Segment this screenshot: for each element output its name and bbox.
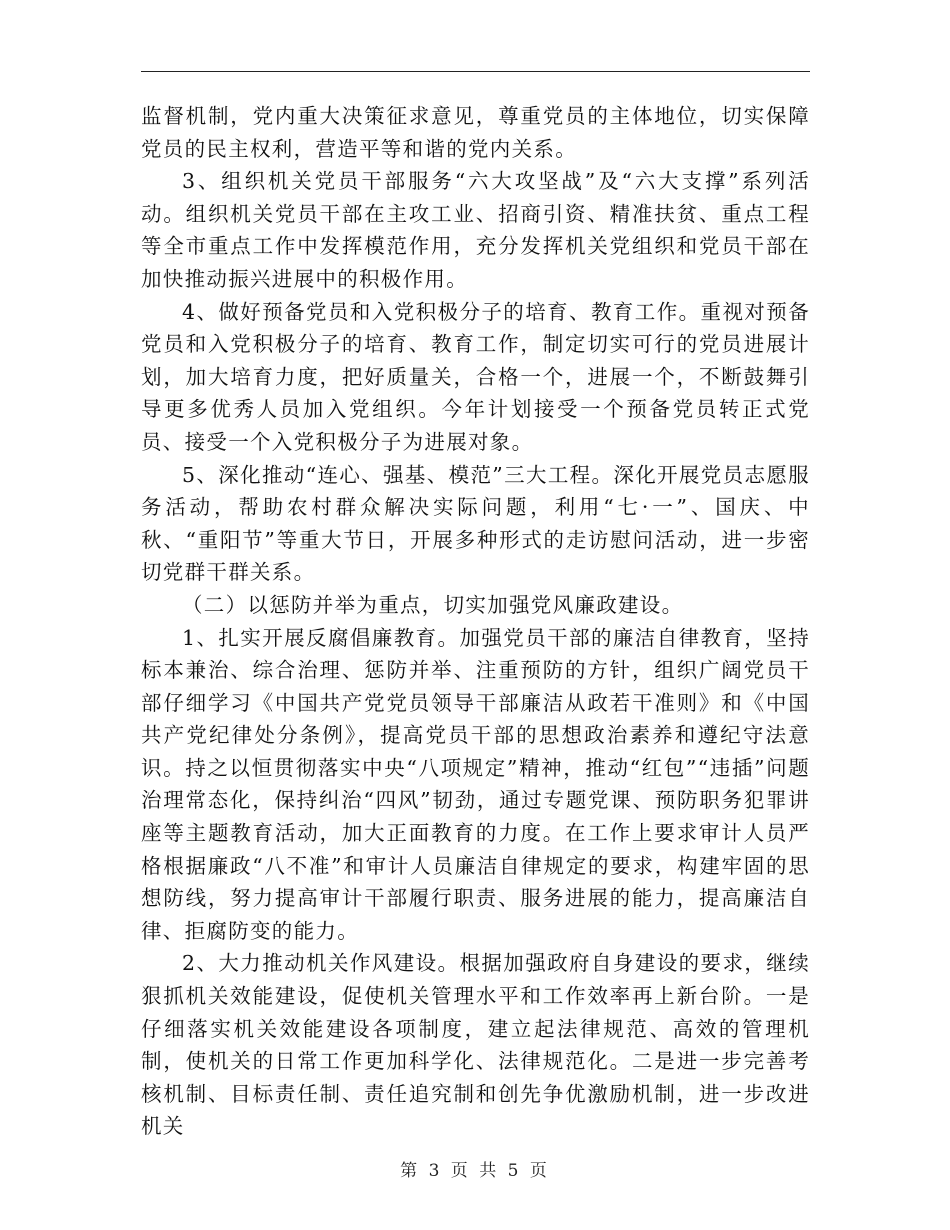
paragraph-continuation: 监督机制，党内重大决策征求意见，尊重党员的主体地位，切实保障党员的民主权利，营造平等和谐的党内关系。 xyxy=(141,104,810,161)
header-rule xyxy=(141,71,810,72)
section-heading: （二）以惩防并举为重点，切实加强党风廉政建设。 xyxy=(182,592,684,617)
paragraph-item-2: 2、大力推动机关作风建设。根据加强政府自身建设的要求，继续狠抓机关效能建设，促使机关管理水平和工作效率再上新台阶。一是仔细落实机关效能建设各项制度，建立起法律规范、高效的管理机制，使机关的日常工作更加科学化、法律规范化。二是进一步完善考核机制、目标责任制、责任追究制和创先争优激励机制，进一步改进机关 xyxy=(141,951,810,1139)
document-body xyxy=(141,100,810,1143)
paragraph-item-1: 1、扎实开展反腐倡廉教育。加强党员干部的廉洁自律教育，坚持标本兼治、综合治理、惩防并举、注重预防的方针，组织广阔党员干部仔细学习《中国共产党党员领导干部廉洁从政若干准则》和《中国共产党纪律处分条例》，提高党员干部的思想政治素养和遵纪守法意识。持之以恒贯彻落实中央“八项规定”精神，推动“红包”“违插”问题治理常态化，保持纠治“四风”韧劲，通过专题党课、预防职务犯罪讲座等主题教育活动，加大正面教育的力度。在工作上要求审计人员严格根据廉政“八不准”和审计人员廉洁自律规定的要求，构建牢固的思想防线，努力提高审计干部履行职责、服务进展的能力，提高廉洁自律、拒腐防变的能力。 xyxy=(141,625,810,943)
page-number: 第 3 页 共 5 页 xyxy=(400,1161,550,1181)
paragraph-item-3: 3、组织机关党员干部服务“六大攻坚战”及“六大支撑”系列活动。组织机关党员干部在主攻工业、招商引资、精准扶贫、重点工程等全市重点工作中发挥模范作用，充分发挥机关党组织和党员干部在加快推动振兴进展中的积极作用。 xyxy=(141,169,810,291)
paragraph-item-5: 5、深化推动“连心、强基、模范”三大工程。深化开展党员志愿服务活动，帮助农村群众解决实际问题，利用“七·一”、国庆、中秋、“重阳节”等重大节日，开展多种形式的走访慰问活动，进一步密切党群干群关系。 xyxy=(141,462,810,585)
paragraph-item-4: 4、做好预备党员和入党积极分子的培育、教育工作。重视对预备党员和入党积极分子的培育、教育工作，制定切实可行的党员进展计划，加大培育力度，把好质量关，合格一个，进展一个，不断鼓舞引导更多优秀人员加入党组织。今年计划接受一个预备党员转正式党员、接受一个入党积极分子为进展对象。 xyxy=(141,299,810,454)
